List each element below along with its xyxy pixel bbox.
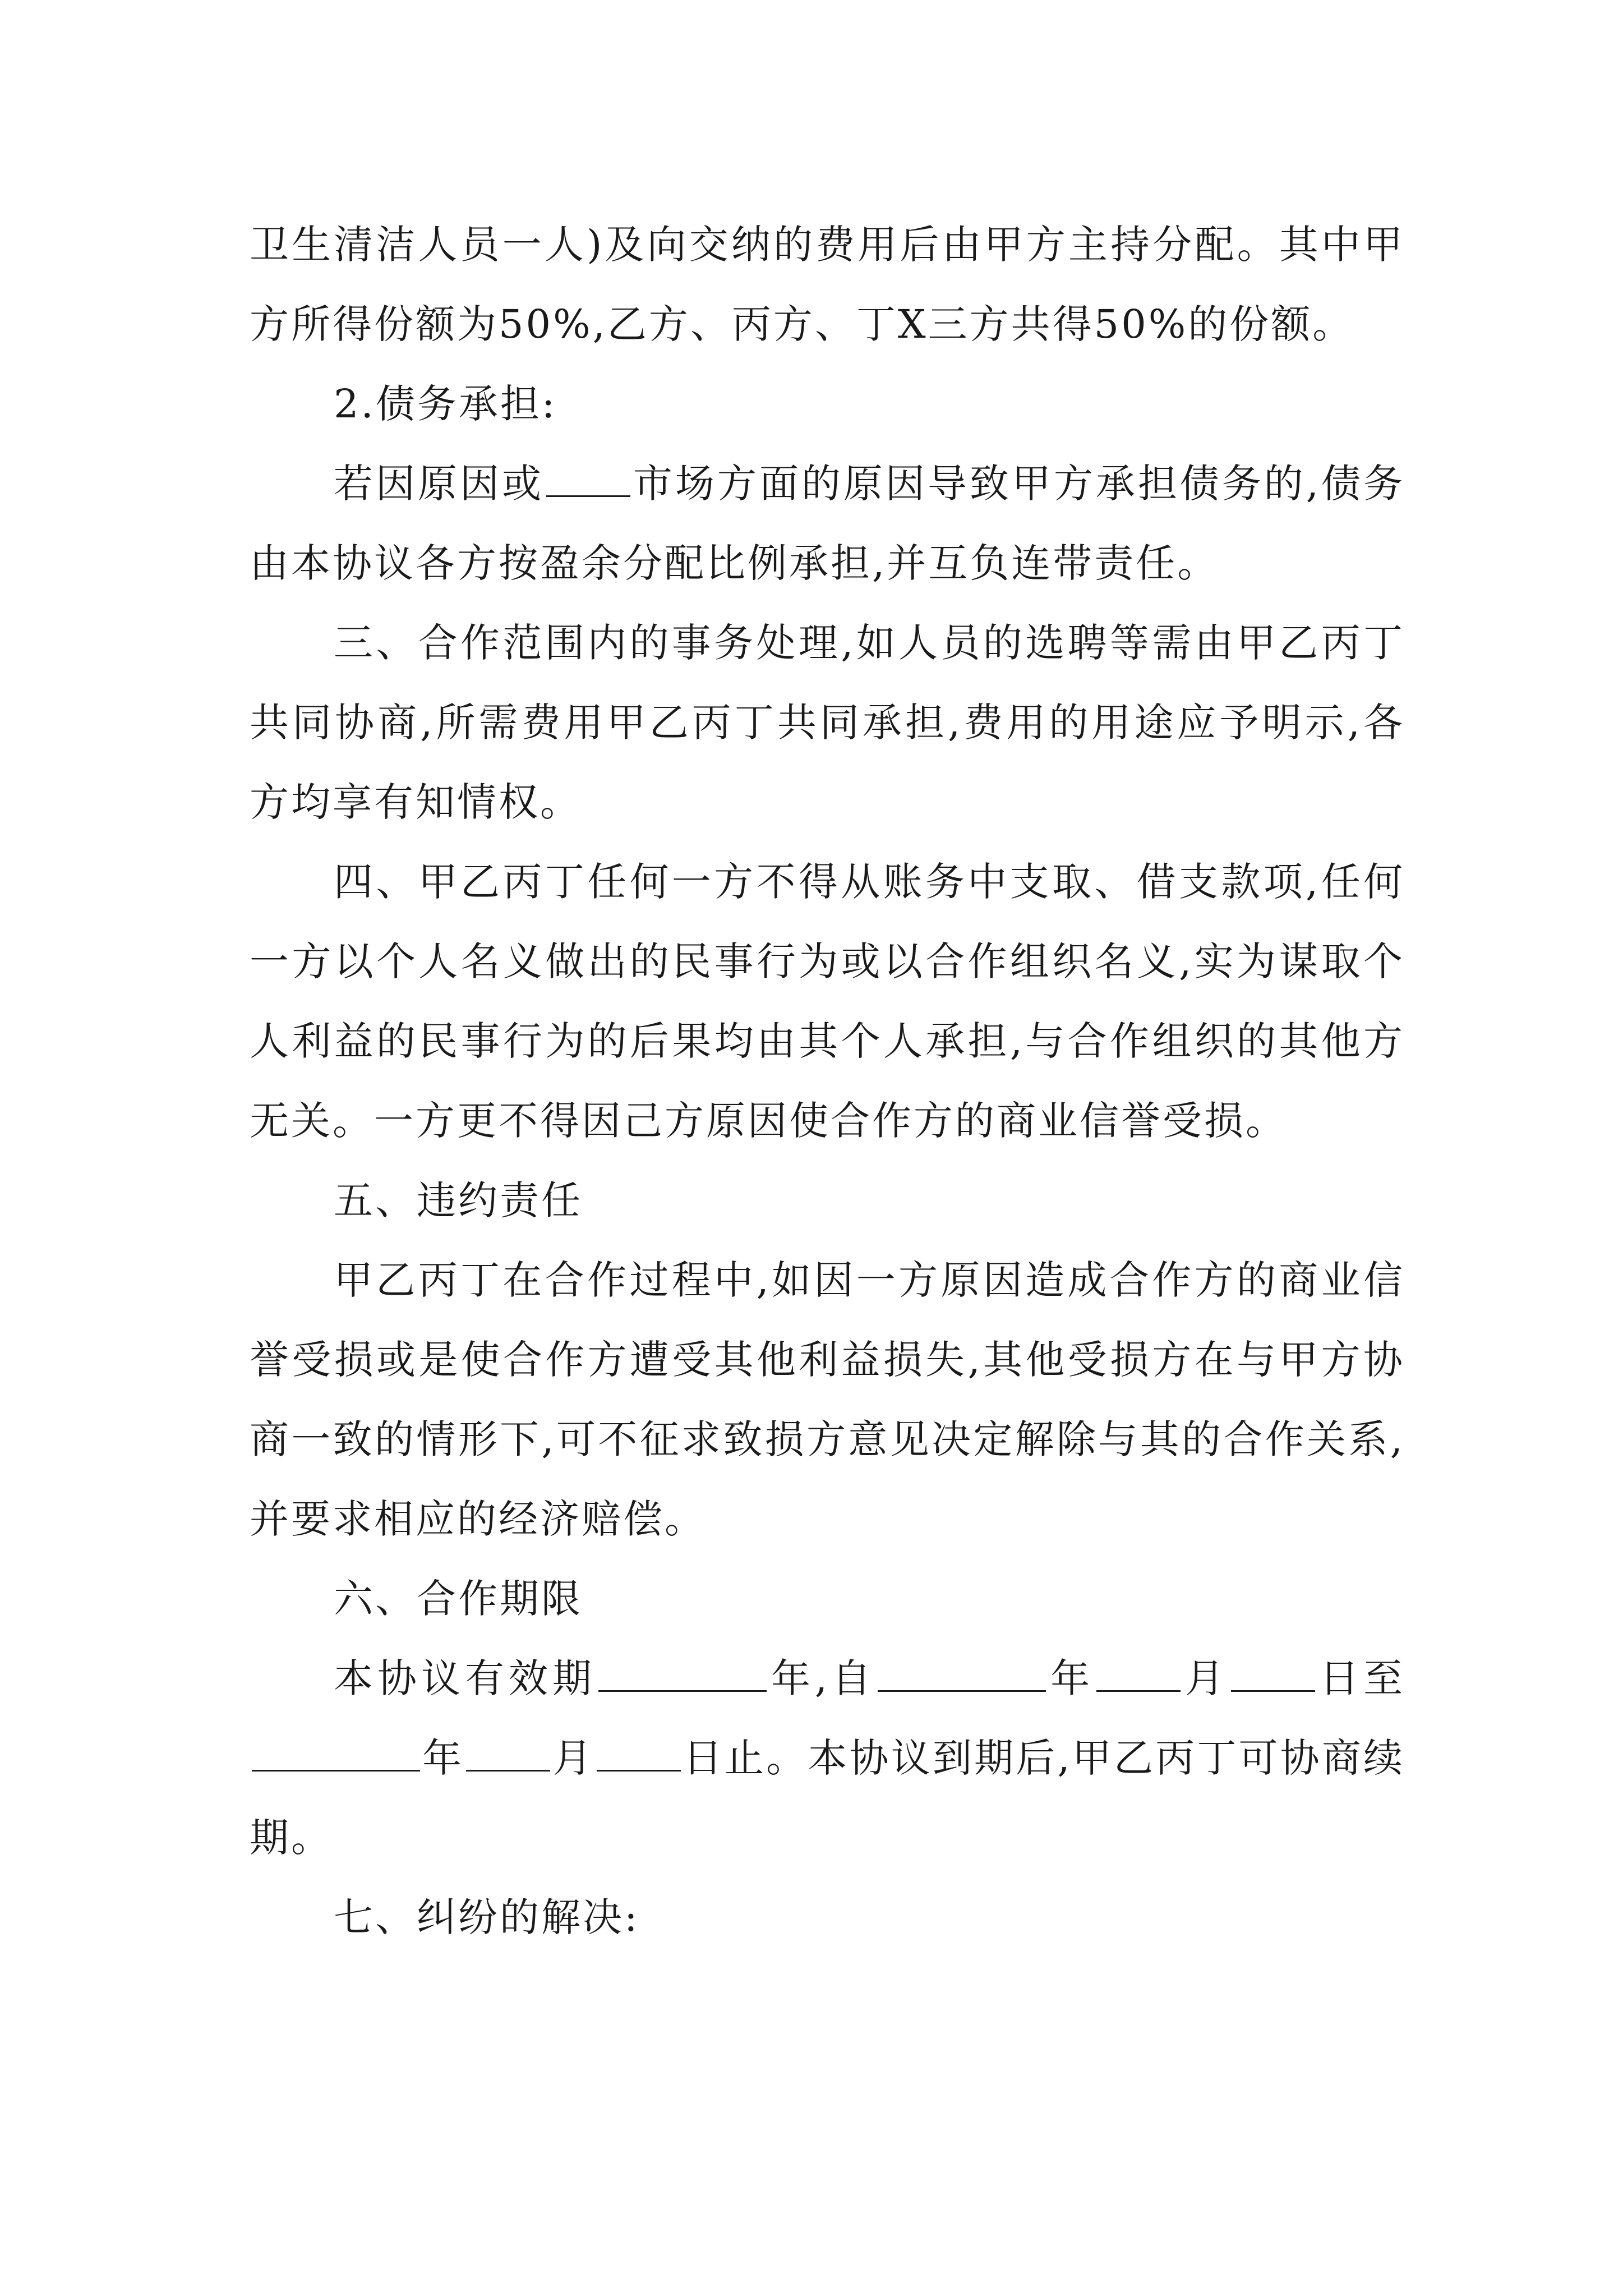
- text-segment: 本协议有效期: [334, 1655, 596, 1701]
- start-month-blank[interactable]: [1096, 1658, 1181, 1692]
- end-day-blank[interactable]: [597, 1737, 681, 1772]
- heading-breach-liability: 五、违约责任: [334, 1177, 583, 1223]
- text-segment: 年: [422, 1735, 464, 1781]
- heading-cooperation-term: 六、合作期限: [334, 1576, 583, 1622]
- end-month-blank[interactable]: [466, 1737, 550, 1772]
- heading-debt-liability: 2.债务承担:: [334, 381, 557, 427]
- text-segment: 年,自: [768, 1655, 876, 1701]
- paragraph-debt-liability: [250, 444, 1405, 603]
- text-segment: 年: [1048, 1655, 1095, 1701]
- paragraph-profit-distribution: 卫生清洁人员一人)及向交纳的费用后由甲方主持分配。其中甲方所得份额为50%,乙方、丙方、丁X三方共得50%的份额。: [250, 222, 1405, 347]
- paragraph-affairs-handling: 三、合作范围内的事务处理,如人员的选聘等需由甲乙丙丁共同协商,所需费用甲乙丙丁共同承担,费用的用途应予明示,各方均享有知情权。: [250, 620, 1405, 825]
- heading-dispute-resolution: 七、纠纷的解决:: [334, 1894, 640, 1940]
- start-year-blank[interactable]: [878, 1658, 1046, 1692]
- start-day-blank[interactable]: [1231, 1658, 1315, 1692]
- text-segment: 市场方面的原因导致甲方承担债务的,债务由本协议各方按盈余分配比例承担,并互负连带责任。: [250, 461, 1405, 586]
- text-segment: 月: [1183, 1655, 1229, 1701]
- text-segment: 日止。本协议到期后,甲乙丙丁可协商续期。: [250, 1735, 1405, 1861]
- document-page: [250, 205, 1405, 1957]
- fill-in-blank[interactable]: [546, 463, 630, 497]
- text-segment: 月: [552, 1735, 594, 1781]
- paragraph-withdrawal-prohibition: 四、甲乙丙丁任何一方不得从账务中支取、借支款项,任何一方以个人名义做出的民事行为或以合作组织名义,实为谋取个人利益的民事行为的后果均由其个人承担,与合作组织的其他方无关。一方更不得因己方原因使合作方的商业信誉受损。: [250, 859, 1405, 1144]
- text-segment: 若因原因或: [334, 461, 544, 507]
- years-blank[interactable]: [598, 1658, 767, 1692]
- paragraph-cooperation-term: [250, 1639, 1405, 1878]
- end-year-blank[interactable]: [252, 1737, 420, 1772]
- paragraph-breach-liability: 甲乙丙丁在合作过程中,如因一方原因造成合作方的商业信誉受损或是使合作方遭受其他利益损失,其他受损方在与甲方协商一致的情形下,可不征求致损方意见决定解除与其的合作关系,并要求相应的经济赔偿。: [250, 1257, 1405, 1542]
- text-segment: 日至: [1317, 1655, 1405, 1701]
